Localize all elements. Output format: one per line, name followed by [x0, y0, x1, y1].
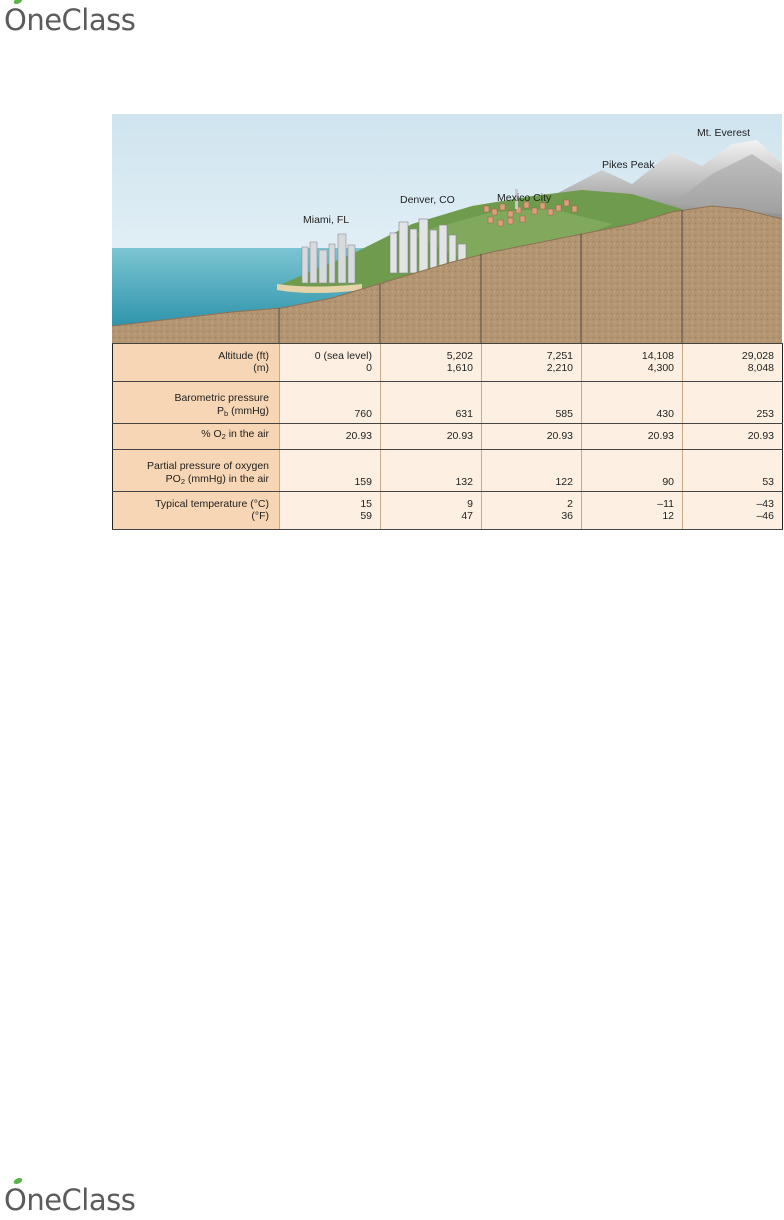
row-label-altitude: Altitude (ft) (m) — [113, 344, 280, 382]
cell-po2-denver: 132 — [381, 450, 482, 492]
cell-o2-denver: 20.93 — [381, 424, 482, 450]
cell-pressure-miami: 760 — [280, 382, 381, 424]
cell-temp-mexico-city: 2 36 — [482, 492, 582, 530]
cell-temp-miami: 15 59 — [280, 492, 381, 530]
cell-o2-pikes-peak: 20.93 — [582, 424, 683, 450]
altitude-data-table — [112, 343, 783, 530]
landscape-illustration — [112, 114, 782, 344]
altitude-illustration — [112, 114, 782, 344]
row-label-temperature: Typical temperature (°C) (°F) — [113, 492, 280, 530]
cell-po2-mt-everest: 53 — [683, 450, 783, 492]
cell-o2-miami: 20.93 — [280, 424, 381, 450]
table-row-altitude — [113, 344, 783, 382]
table-row-temperature — [113, 492, 783, 530]
cell-altitude-pikes-peak: 14,108 4,300 — [582, 344, 683, 382]
table-row-partial-pressure — [113, 450, 783, 492]
cell-pressure-denver: 631 — [381, 382, 482, 424]
place-label-pikes-peak: Pikes Peak — [602, 159, 655, 171]
cell-o2-mexico-city: 20.93 — [482, 424, 582, 450]
cell-pressure-mexico-city: 585 — [482, 382, 582, 424]
logo-text: OneClass — [4, 3, 136, 37]
row-label-partial-pressure: Partial pressure of oxygen $PO_2$ (mmHg) in the air — [113, 450, 280, 492]
cell-temp-mt-everest: –43 –46 — [683, 492, 783, 530]
place-label-miami: Miami, FL — [303, 214, 350, 226]
table-row-oxygen-percent — [113, 424, 783, 450]
place-label-denver: Denver, CO — [400, 194, 455, 206]
cell-altitude-mt-everest: 29,028 8,048 — [683, 344, 783, 382]
cell-altitude-miami: 0 (sea level) 0 — [280, 344, 381, 382]
cell-temp-pikes-peak: –11 12 — [582, 492, 683, 530]
oneclass-logo-bottom — [4, 1180, 135, 1220]
table-row-barometric-pressure — [113, 382, 783, 424]
cell-po2-miami: 159 — [280, 450, 381, 492]
cell-po2-mexico-city: 122 — [482, 450, 582, 492]
cell-po2-pikes-peak: 90 — [582, 450, 683, 492]
cell-pressure-pikes-peak: 430 — [582, 382, 683, 424]
place-label-mt-everest: Mt. Everest — [697, 127, 751, 139]
cell-temp-denver: 9 47 — [381, 492, 482, 530]
cell-pressure-mt-everest: 253 — [683, 382, 783, 424]
cell-altitude-mexico-city: 7,251 2,210 — [482, 344, 582, 382]
row-label-oxygen-percent: % $O_2$ in the air — [113, 424, 280, 450]
cell-altitude-denver: 5,202 1,610 — [381, 344, 482, 382]
altitude-figure — [112, 114, 782, 530]
oneclass-logo-top — [4, 0, 135, 40]
row-label-barometric-pressure: Barometric pressure $P_b$ (mmHg) — [113, 382, 280, 424]
place-label-mexico-city: Mexico City — [497, 192, 552, 204]
cell-o2-mt-everest: 20.93 — [683, 424, 783, 450]
logo-text: OneClass — [4, 1183, 136, 1217]
